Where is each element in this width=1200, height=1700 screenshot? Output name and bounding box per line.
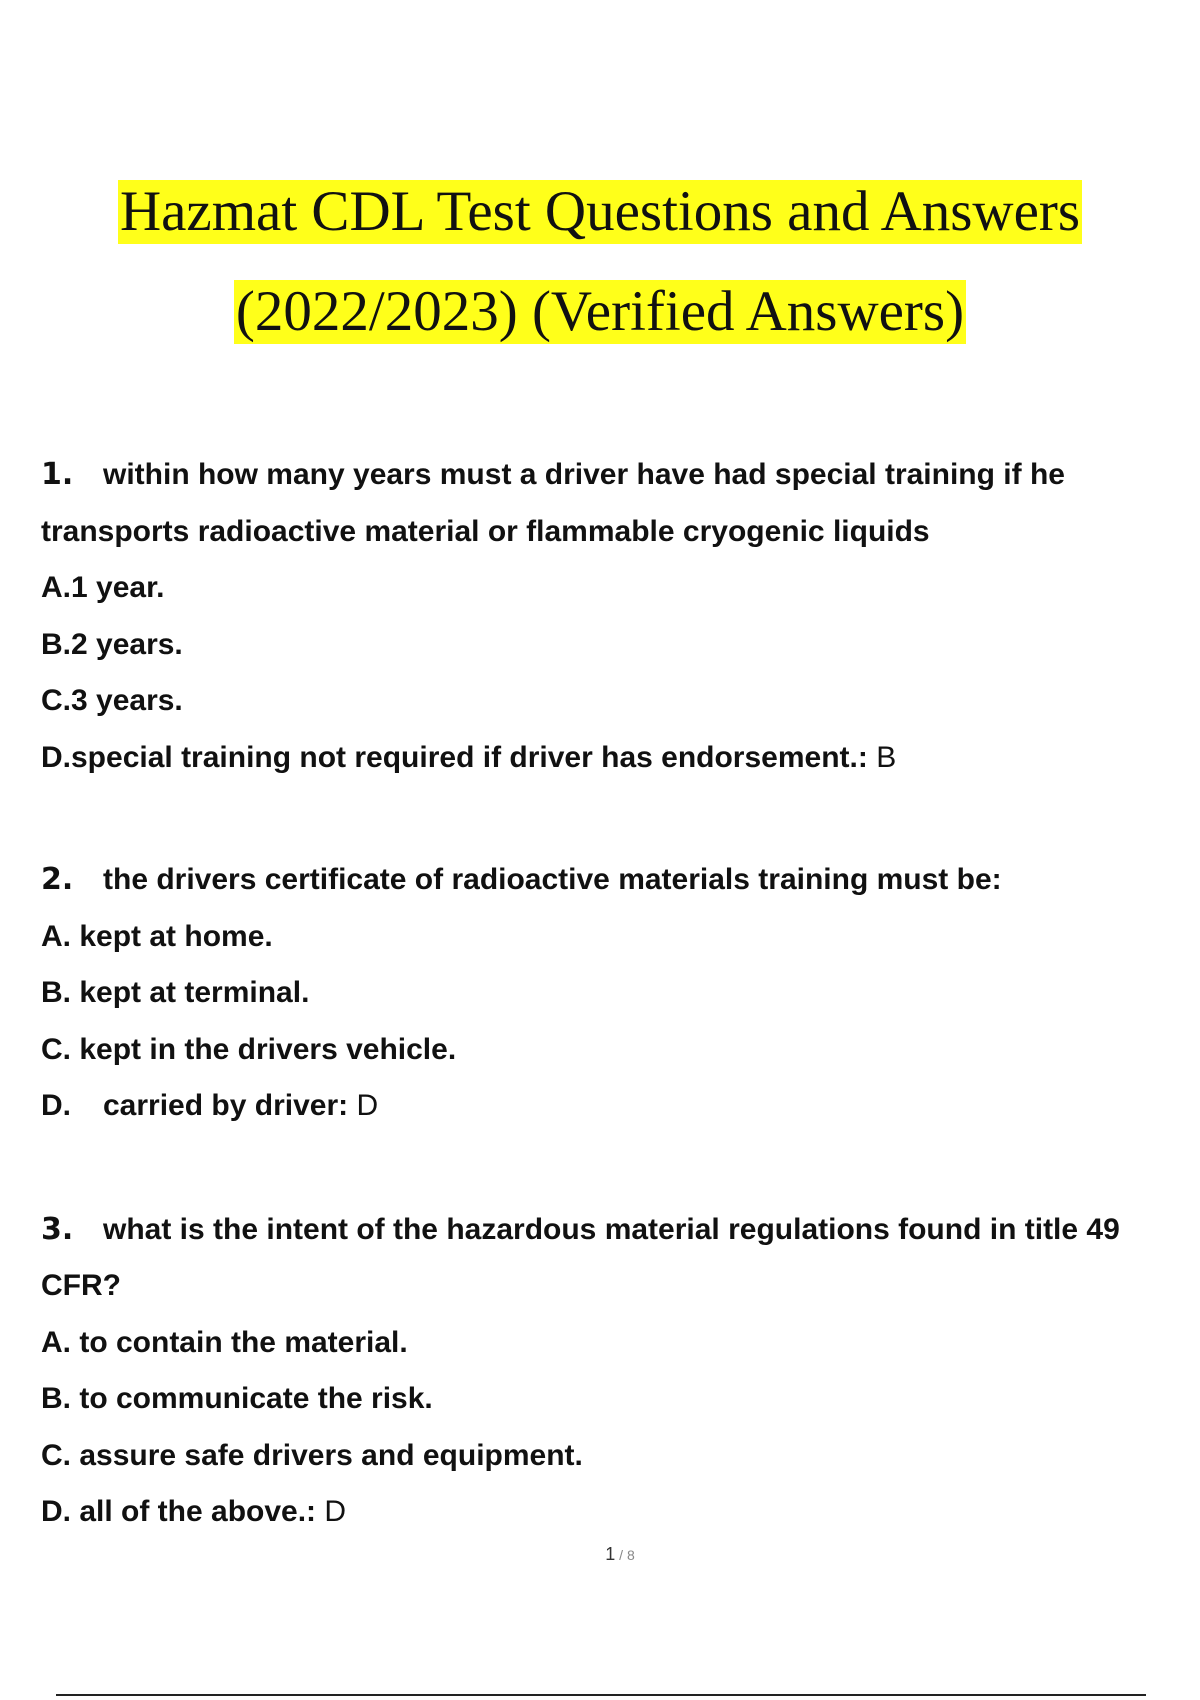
option-letter: A. xyxy=(41,1325,71,1359)
option-letter: C. xyxy=(41,1032,71,1066)
question-3-option-b xyxy=(41,1371,1166,1428)
question-1-option-c xyxy=(41,673,1166,730)
title-line-2: (2022/2023) (Verified Answers) xyxy=(235,280,965,343)
correct-answer: D xyxy=(348,1089,379,1122)
question-3-text xyxy=(41,1202,1166,1315)
option-text: to communicate the risk. xyxy=(71,1382,433,1415)
option-letter: D. xyxy=(41,1495,71,1528)
question-2-prompt: the drivers certificate of radioactive materials training must be: xyxy=(103,863,1002,896)
option-letter: B. xyxy=(41,976,71,1009)
option-letter: C. xyxy=(41,1438,71,1472)
question-3-prompt: what is the intent of the hazardous material regulations found in title 49 CFR? xyxy=(41,1212,1120,1302)
question-2 xyxy=(41,852,1166,1135)
total-pages: 8 xyxy=(626,1547,635,1563)
option-text: kept in the drivers vehicle. xyxy=(71,1032,457,1066)
question-2-text xyxy=(41,852,1166,909)
page-separator: / xyxy=(615,1547,627,1563)
question-3-option-c xyxy=(41,1428,1166,1485)
question-3 xyxy=(41,1202,1166,1541)
option-text: carried by driver: xyxy=(103,1089,349,1122)
option-letter: A. xyxy=(41,919,71,953)
option-text: 1 year. xyxy=(71,571,165,604)
question-1-option-a xyxy=(41,560,1166,617)
document-title xyxy=(0,180,1200,344)
question-3-option-d xyxy=(41,1484,1166,1541)
option-text: all of the above.: xyxy=(71,1495,317,1528)
question-list xyxy=(41,447,1166,1541)
question-3-option-a xyxy=(41,1315,1166,1372)
page-indicator xyxy=(0,1544,1200,1565)
option-text: 3 years. xyxy=(71,684,183,717)
page-bottom-divider xyxy=(56,1694,1146,1696)
option-text: 2 years. xyxy=(71,627,183,661)
question-3-number: 3. xyxy=(41,1211,74,1247)
question-2-option-b xyxy=(41,965,1166,1022)
title-line-1: Hazmat CDL Test Questions and Answers xyxy=(119,180,1081,243)
option-text: special training not required if driver has endorsement.: xyxy=(71,740,868,774)
option-letter: D. xyxy=(41,740,71,774)
option-letter: A. xyxy=(41,571,71,604)
question-1-option-d xyxy=(41,730,1166,787)
question-1-prompt: within how many years must a driver have had special training if he transports radioactive material or flammable cryogenic liquids xyxy=(41,458,1065,548)
option-text: kept at terminal. xyxy=(71,976,310,1009)
correct-answer: B xyxy=(867,740,897,774)
question-2-number: 2. xyxy=(41,862,74,897)
question-1-text xyxy=(41,447,1166,560)
option-letter: C. xyxy=(41,684,71,717)
option-letter: B. xyxy=(41,627,71,661)
question-1-option-b xyxy=(41,617,1166,674)
question-2-option-c xyxy=(41,1022,1166,1079)
question-1 xyxy=(41,447,1166,786)
correct-answer: D xyxy=(316,1495,347,1528)
option-letter: D. xyxy=(41,1089,71,1122)
option-text: assure safe drivers and equipment. xyxy=(71,1438,583,1472)
question-1-number: 1. xyxy=(41,457,74,492)
option-text: to contain the material. xyxy=(71,1325,408,1359)
question-2-option-a xyxy=(41,909,1166,966)
option-text: kept at home. xyxy=(71,919,273,953)
question-2-option-d xyxy=(41,1078,1166,1135)
option-letter: B. xyxy=(41,1382,71,1415)
current-page: 1 xyxy=(605,1544,616,1564)
